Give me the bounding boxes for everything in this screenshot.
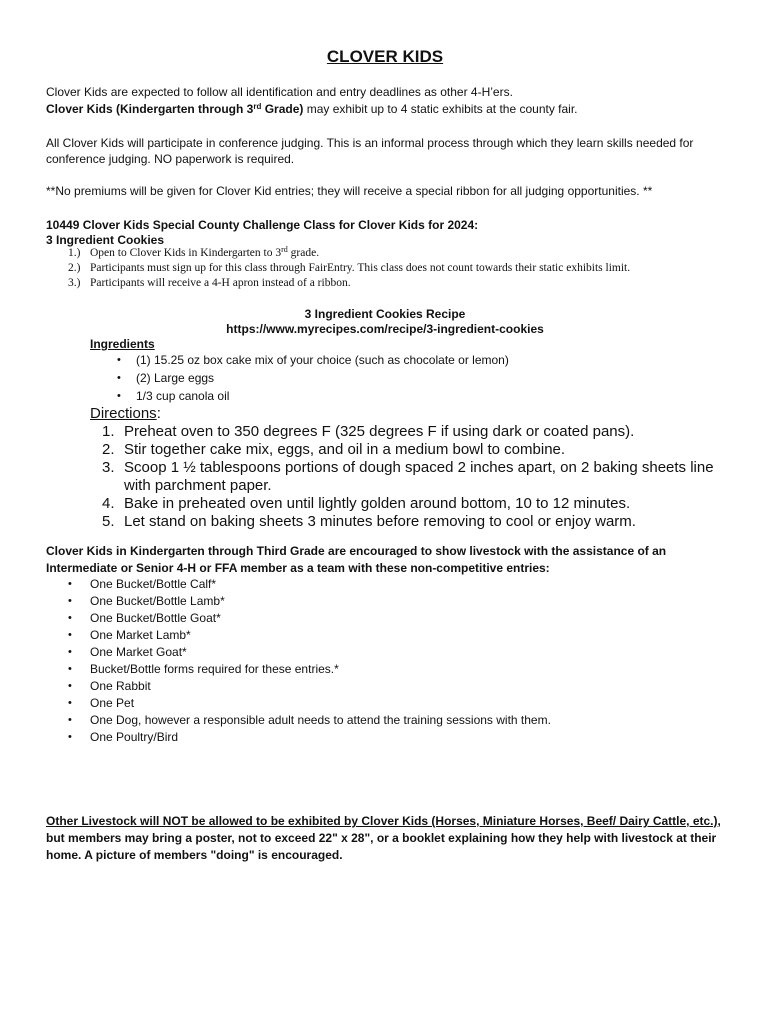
direction-text: Stir together cake mix, eggs, and oil in a medium bowl to combine. bbox=[124, 441, 566, 458]
livestock-intro: Clover Kids in Kindergarten through Third Grade are encouraged to show livestock with the assistance of an Intermediate or Senior 4-H or FFA member as a team with these non-competitive entries: bbox=[46, 544, 667, 575]
bullet-icon: • bbox=[117, 354, 121, 366]
bullet-icon: • bbox=[68, 612, 72, 624]
ingredient-text: 1/3 cup canola oil bbox=[136, 389, 230, 403]
challenge-item-number: 1.) bbox=[68, 247, 81, 259]
challenge-item bbox=[68, 245, 320, 259]
challenge-item-text: Participants must sign up for this class through FairEntry. This class does not count towards their static exhibits limit. bbox=[90, 262, 631, 274]
recipe-url[interactable]: https://www.myrecipes.com/recipe/3-ingredient-cookies bbox=[226, 322, 544, 336]
challenge-item-text: Open to Clover Kids in Kindergarten to 3 bbox=[90, 247, 282, 259]
intro-grade-rest: may exhibit up to 4 static exhibits at the county fair. bbox=[303, 102, 578, 116]
livestock-item-text: One Poultry/Bird bbox=[90, 730, 179, 744]
bullet-icon: • bbox=[117, 372, 121, 384]
challenge-item bbox=[68, 277, 351, 289]
challenge-item-text: Participants will receive a 4-H apron instead of a ribbon. bbox=[90, 277, 351, 289]
livestock-item-text: One Rabbit bbox=[90, 679, 151, 693]
direction-number: 3. bbox=[102, 459, 115, 476]
intro-paragraph-3: **No premiums will be given for Clover Kid entries; they will receive a special ribbon for all judging opportunities. ** bbox=[46, 184, 653, 198]
directions-colon: : bbox=[156, 405, 161, 422]
challenge-item-number: 3.) bbox=[68, 277, 81, 289]
bullet-icon: • bbox=[68, 697, 72, 709]
bullet-icon: • bbox=[68, 578, 72, 590]
bullet-icon: • bbox=[68, 629, 72, 641]
direction-number: 2. bbox=[102, 441, 115, 458]
ingredients-label: Ingredients bbox=[90, 337, 155, 351]
bullet-icon: • bbox=[68, 646, 72, 658]
intro-line-1: Clover Kids are expected to follow all identification and entry deadlines as other 4-H’ers. bbox=[46, 85, 513, 99]
intro-paragraph-2: All Clover Kids will participate in conference judging. This is an informal process through which they learn skills needed for conference judging. NO paperwork is required. bbox=[46, 136, 694, 166]
direction-text: Bake in preheated oven until lightly golden around bottom, 10 to 12 minutes. bbox=[124, 495, 631, 512]
bullet-icon: • bbox=[68, 595, 72, 607]
livestock-item-text: One Market Lamb* bbox=[90, 628, 191, 642]
direction-text: Scoop 1 ½ tablespoons portions of dough spaced 2 inches apart, on 2 baking sheets line bbox=[124, 459, 714, 476]
directions-label-text: Directions bbox=[90, 405, 157, 422]
direction-text: Let stand on baking sheets 3 minutes before removing to cool or enjoy warm. bbox=[124, 513, 636, 530]
bullet-icon: • bbox=[68, 731, 72, 743]
direction-number: 1. bbox=[102, 423, 115, 440]
challenge-item-sup: rd bbox=[281, 245, 288, 254]
other-livestock-rest: , but members may bring a poster, not to exceed 22" x 28", or a booklet explaining how they help with livestock at their home. A picture of members "doing" is encouraged. bbox=[46, 814, 721, 862]
direction-text: Preheat oven to 350 degrees F (325 degrees F if using dark or coated pans). bbox=[124, 423, 635, 440]
intro-grade-sup: rd bbox=[253, 102, 262, 111]
challenge-heading: 10449 Clover Kids Special County Challenge Class for Clover Kids for 2024: bbox=[46, 218, 479, 232]
page-title: CLOVER KIDS bbox=[326, 47, 444, 66]
livestock-item-text: One Bucket/Bottle Lamb* bbox=[90, 594, 225, 608]
directions-label bbox=[90, 405, 161, 422]
livestock-item-text: One Bucket/Bottle Calf* bbox=[90, 577, 217, 591]
livestock-item-text: One Dog, however a responsible adult needs to attend the training sessions with them. bbox=[90, 713, 551, 727]
other-livestock-underlined: Other Livestock will NOT be allowed to be exhibited by Clover Kids (Horses, Miniature Horses, Beef/ Dairy Cattle, etc.) bbox=[46, 814, 718, 828]
livestock-item-text: One Bucket/Bottle Goat* bbox=[90, 611, 221, 625]
direction-number: 5. bbox=[102, 513, 115, 530]
challenge-item bbox=[68, 262, 631, 274]
challenge-item-text-end: grade. bbox=[287, 247, 320, 259]
livestock-item-text: One Pet bbox=[90, 696, 135, 710]
bullet-icon: • bbox=[68, 680, 72, 692]
bullet-icon: • bbox=[117, 390, 121, 402]
intro-line-2 bbox=[46, 101, 578, 117]
other-livestock-paragraph bbox=[46, 813, 736, 864]
direction-number: 4. bbox=[102, 495, 115, 512]
challenge-subheading: 3 Ingredient Cookies bbox=[46, 233, 165, 247]
recipe-title: 3 Ingredient Cookies Recipe bbox=[304, 307, 466, 321]
bullet-icon: • bbox=[68, 663, 72, 675]
livestock-item-text: Bucket/Bottle forms required for these entries.* bbox=[90, 662, 339, 676]
livestock-item-text: One Market Goat* bbox=[90, 645, 187, 659]
bullet-icon: • bbox=[68, 714, 72, 726]
direction-text-continued: with parchment paper. bbox=[124, 477, 272, 494]
challenge-item-number: 2.) bbox=[68, 262, 81, 274]
ingredient-text: (1) 15.25 oz box cake mix of your choice (such as chocolate or lemon) bbox=[136, 353, 509, 367]
intro-grade-bold-end: Grade) bbox=[261, 102, 304, 116]
intro-grade-bold: Clover Kids (Kindergarten through 3 bbox=[46, 102, 254, 116]
ingredient-text: (2) Large eggs bbox=[136, 371, 215, 385]
